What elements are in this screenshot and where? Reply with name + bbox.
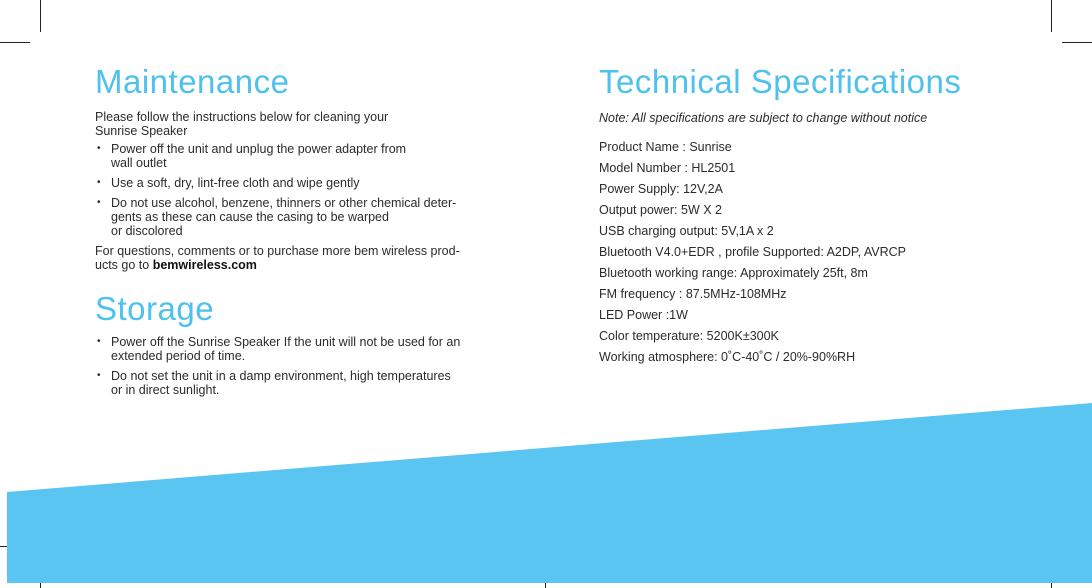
maintenance-intro-line2: Sunrise Speaker	[95, 124, 188, 138]
list-item: • Do not use alcohol, benzene, thinners or other chemical deter- gents as these can cause the casing to be warped or discolored	[95, 196, 495, 238]
maintenance-title: Maintenance	[95, 63, 290, 100]
maintenance-intro-line1: Please follow the instructions below for cleaning your	[95, 110, 389, 124]
spec-item: Working atmosphere: 0˚C-40˚C / 20%-90%RH	[599, 350, 856, 364]
list-item: • Power off the unit and unplug the power adapter from wall outlet	[95, 142, 495, 170]
blue-band-shape	[7, 403, 1092, 583]
storage-list	[95, 335, 495, 397]
spec-item: LED Power :1W	[599, 308, 688, 322]
spec-item: Product Name : Sunrise	[599, 140, 732, 154]
website-link[interactable]: bemwireless.com	[152, 258, 257, 272]
specs-title: Technical Specifications	[599, 63, 962, 100]
storage-title: Storage	[95, 290, 215, 327]
spec-item: FM frequency : 87.5MHz-108MHz	[599, 287, 787, 301]
spec-item: Output power: 5W X 2	[599, 203, 722, 217]
list-item: • Power off the Sunrise Speaker If the unit will not be used for an extended period of time.	[95, 335, 495, 363]
spec-item: Power Supply: 12V,2A	[599, 182, 723, 196]
list-item: • Use a soft, dry, lint-free cloth and wipe gently	[95, 176, 495, 190]
right-column	[599, 62, 1019, 371]
spec-item: USB charging output: 5V,1A x 2	[599, 224, 774, 238]
left-column	[95, 62, 495, 403]
spec-item: Color temperature: 5200K±300K	[599, 329, 779, 343]
spec-item: Bluetooth V4.0+EDR , profile Supported: A2DP, AVRCP	[599, 245, 907, 259]
list-item: • Do not set the unit in a damp environment, high temperatures or in direct sunlight.	[95, 369, 495, 397]
spec-item: Model Number : HL2501	[599, 161, 736, 175]
spec-item: Bluetooth working range: Approximately 25ft, 8m	[599, 266, 868, 280]
maintenance-outro-line2: ucts go to bemwireless.com	[95, 258, 257, 272]
specs-note: Note: All specifications are subject to change without notice	[599, 111, 928, 125]
maintenance-list	[95, 142, 495, 238]
maintenance-outro-line1: For questions, comments or to purchase more bem wireless prod-	[95, 244, 460, 258]
